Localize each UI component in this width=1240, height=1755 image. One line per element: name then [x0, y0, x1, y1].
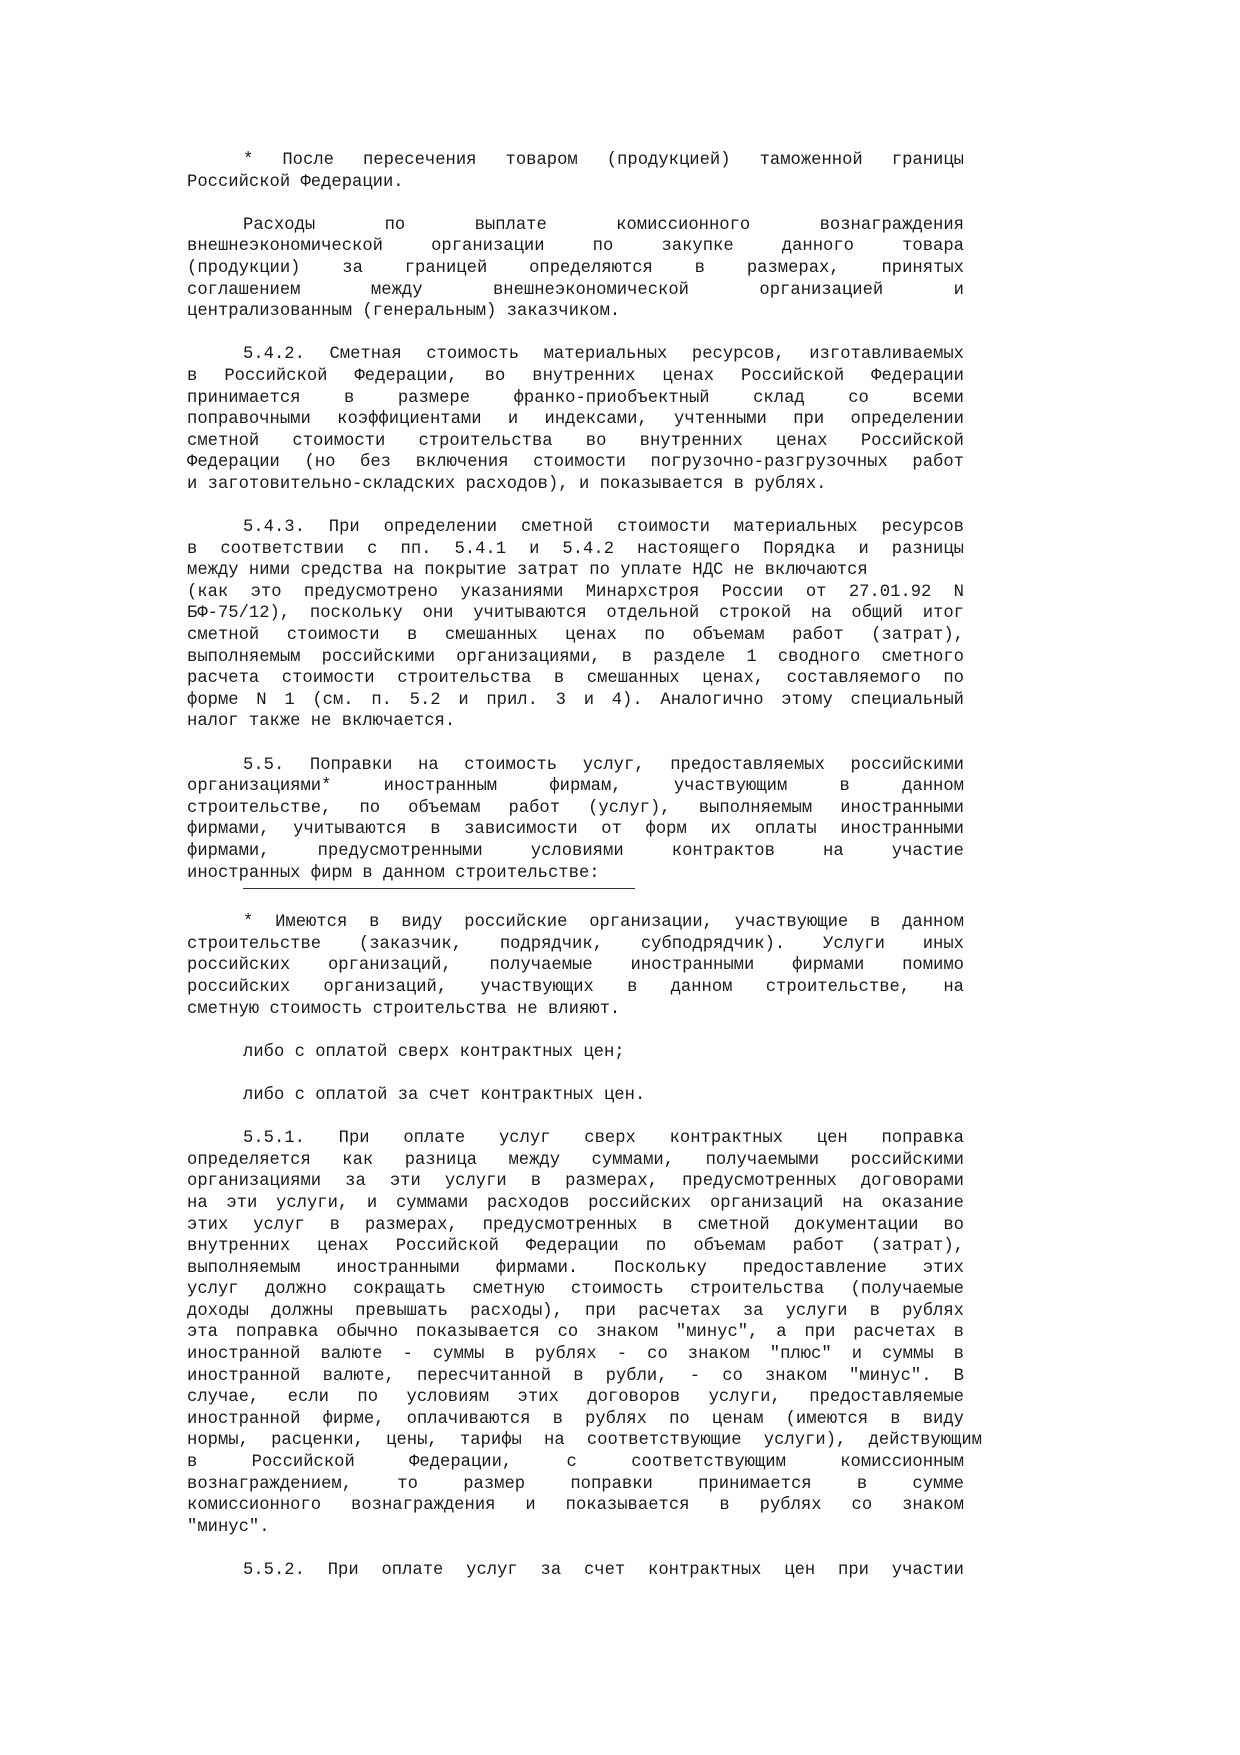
footnote-customs [187, 150, 964, 193]
text-line: в соответствии с пп. 5.4.1 и 5.4.2 настоящего Порядка и разницы [187, 539, 964, 559]
text-line: налог также не включается. [187, 712, 456, 732]
text-line: российских организаций, участвующих в данном строительстве, на [187, 977, 964, 997]
text-line: иностранной валюте - суммы в рублях - со знаком "плюс" и суммы в [187, 1345, 964, 1365]
text-line: строительстве, по объемам работ (услуг), выполняемым иностранными [187, 798, 964, 818]
document-page [187, 150, 982, 1603]
option-within-contract [187, 1085, 964, 1107]
text-line: принимается в размере франко-приобъектный склад со всеми [187, 388, 964, 408]
text-line: 5.5.1. При оплате услуг сверх контрактных цен поправка [243, 1129, 964, 1149]
text-line: организациями за эти услуги в размерах, предусмотренных договорами [187, 1172, 964, 1192]
section-5-5-1 [187, 1128, 982, 1538]
text-line: услуг должно сокращать сметную стоимость строительства (получаемые [187, 1280, 964, 1300]
text-line: определяется как разница между суммами, получаемыми российскими [187, 1150, 964, 1170]
text-line: (продукции) за границей определяются в размерах, принятых [187, 258, 964, 278]
text-line: 5.4.2. Сметная стоимость материальных ресурсов, изготавливаемых [243, 345, 964, 365]
text-line: Расходы по выплате комиссионного вознаграждения [243, 215, 964, 235]
text-line: 5.5. Поправки на стоимость услуг, предоставляемых российскими [243, 755, 964, 775]
section-5-5-2 [187, 1560, 964, 1582]
text-line: сметной стоимости в смешанных ценах по объемам работ (затрат), [187, 626, 964, 646]
text-line: выполняемым российскими организациями, в разделе 1 сводного сметного [187, 647, 964, 667]
text-line: иностранной фирме, оплачиваются в рублях по ценам (имеются в виду [187, 1409, 964, 1429]
text-line: 5.4.3. При определении сметной стоимости материальных ресурсов [243, 518, 964, 538]
text-line: 5.5.2. При оплате услуг за счет контрактных цен при участии [243, 1561, 964, 1580]
text-line: либо с оплатой сверх контрактных цен; [243, 1042, 625, 1062]
text-line: вознаграждением, то размер поправки принимается в сумме [187, 1474, 964, 1494]
text-line: между ними средства на покрытие затрат по уплате НДС не включаются [187, 561, 868, 581]
text-line: сметной стоимости строительства во внутренних ценах Российской [187, 431, 964, 451]
text-line: российских организаций, получаемые иностранными фирмами помимо [187, 956, 964, 976]
text-line: иностранной валюте, пересчитанной в рубли, - со знаком "минус". В [187, 1366, 964, 1386]
text-line: строительстве (заказчик, подрядчик, субподрядчик). Услуги иных [187, 934, 964, 954]
text-line: расчета стоимости строительства в смешанных ценах, составляемого по [187, 669, 964, 689]
text-line: фирмами, предусмотренными условиями контрактов на участие [187, 842, 964, 861]
text-line: поправочными коэффициентами и индексами, учтенными при определении [187, 410, 964, 430]
text-line: на эти услуги, и суммами расходов российских организаций на оказание [187, 1193, 964, 1213]
section-5-5 [187, 755, 964, 885]
text-line: нормы, расценки, цены, тарифы на соответствующие услуги), действующим [187, 1431, 982, 1451]
text-line: (как это предусмотрено указаниями Минархстроя России от 27.01.92 N [187, 582, 964, 602]
text-line: Федерации (но без включения стоимости погрузочно-разгрузочных работ [187, 453, 964, 473]
text-line: либо с оплатой за счет контрактных цен. [243, 1085, 646, 1105]
text-line: централизованным (генеральным) заказчиком. [187, 302, 621, 322]
text-line: доходы должны превышать расходы), при расчетах за услуги в рублях [187, 1301, 964, 1321]
text-line: фирмами, учитываются в зависимости от форм их оплаты иностранными [187, 820, 964, 840]
text-line: иностранных фирм в данном строительстве: [187, 863, 600, 883]
text-line: эта поправка обычно показывается со знаком "минус", а при расчетах в [187, 1323, 964, 1343]
section-5-4-3 [187, 517, 964, 733]
text-line: внешнеэкономической организации по закупке данного товара [187, 237, 964, 257]
commission-expenses-paragraph [187, 215, 964, 323]
text-line: внутренних ценах Российской Федерации по объемам работ (затрат), [187, 1237, 964, 1257]
text-line: "минус". [187, 1517, 270, 1537]
text-line: сметную стоимость строительства не влияют. [187, 999, 621, 1019]
text-line: выполняемым иностранными фирмами. Поскольку предоставление этих [187, 1258, 964, 1278]
text-line: * После пересечения товаром (продукцией) таможенной границы [243, 151, 964, 170]
text-line: организациями* иностранным фирмам, участвующим в данном [187, 777, 964, 797]
text-line: БФ-75/12), поскольку они учитываются отдельной строкой на общий итог [187, 604, 964, 624]
text-line: * Имеются в виду российские организации, участвующие в данном [243, 913, 964, 933]
text-line: соглашением между внешнеэкономической организацией и [187, 280, 964, 300]
text-line: Российской Федерации. [187, 172, 404, 192]
text-line: в Российской Федерации, с соответствующим комиссионным [187, 1453, 964, 1473]
text-line: случае, если по условиям этих договоров услуги, предоставляемые [187, 1388, 964, 1408]
option-above-contract [187, 1042, 964, 1064]
text-line: комиссионного вознаграждения и показывается в рублях со знаком [187, 1496, 964, 1516]
text-line: этих услуг в размерах, предусмотренных в сметной документации во [187, 1215, 964, 1235]
section-5-4-2 [187, 344, 964, 495]
text-line: и заготовительно-складских расходов), и показывается в рублях. [187, 474, 827, 494]
footnote-russian-orgs [187, 912, 964, 1020]
footnote-separator [243, 888, 635, 889]
text-line: форме N 1 (см. п. 5.2 и прил. 3 и 4). Аналогично этому специальный [187, 690, 964, 710]
text-line: в Российской Федерации, во внутренних ценах Российской Федерации [187, 366, 964, 386]
